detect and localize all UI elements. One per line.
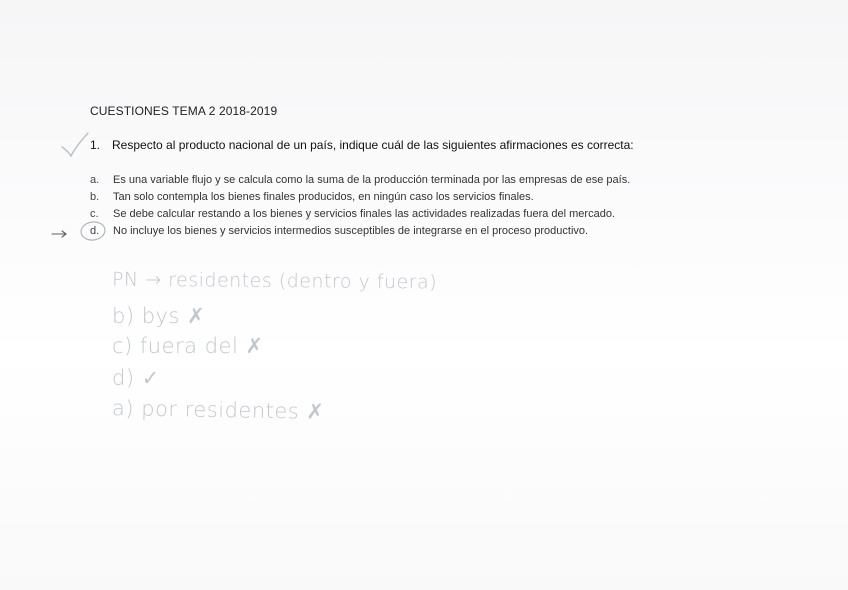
option-letter: d. [90,225,100,237]
handwritten-note: a) por residentes ✗ [111,396,325,424]
option-text: Es una variable flujo y se calcula como la suma de la producción terminada por las empresas de ese país. [113,174,631,186]
option-letter: b. [90,191,100,203]
handwritten-note: PN → residentes (dentro y fuera) [111,268,438,294]
handwritten-note: b) bys ✗ [112,304,206,328]
handwritten-note: d) ✓ [112,366,160,390]
question-number: 1. [90,138,101,152]
option-text: Se debe calcular restando a los bienes y servicios finales las actividades realizadas fuera del mercado. [113,208,615,220]
document-title: CUESTIONES TEMA 2 2018-2019 [90,104,278,118]
question-text: Respecto al producto nacional de un país, indique cuál de las siguientes afirmaciones es correcta: [112,138,634,152]
option-letter: a. [90,174,100,186]
arrow-icon [52,231,66,237]
option-text: No incluye los bienes y servicios intermedios susceptibles de integrarse en el proceso productivo. [113,225,589,237]
checkmark-icon [62,133,88,156]
answer-circle [80,220,106,241]
option-letter: c. [90,208,99,220]
handwritten-note: c) fuera del ✗ [112,334,264,358]
option-text: Tan solo contempla los bienes finales producidos, en ningún caso los servicios finales. [113,191,534,203]
